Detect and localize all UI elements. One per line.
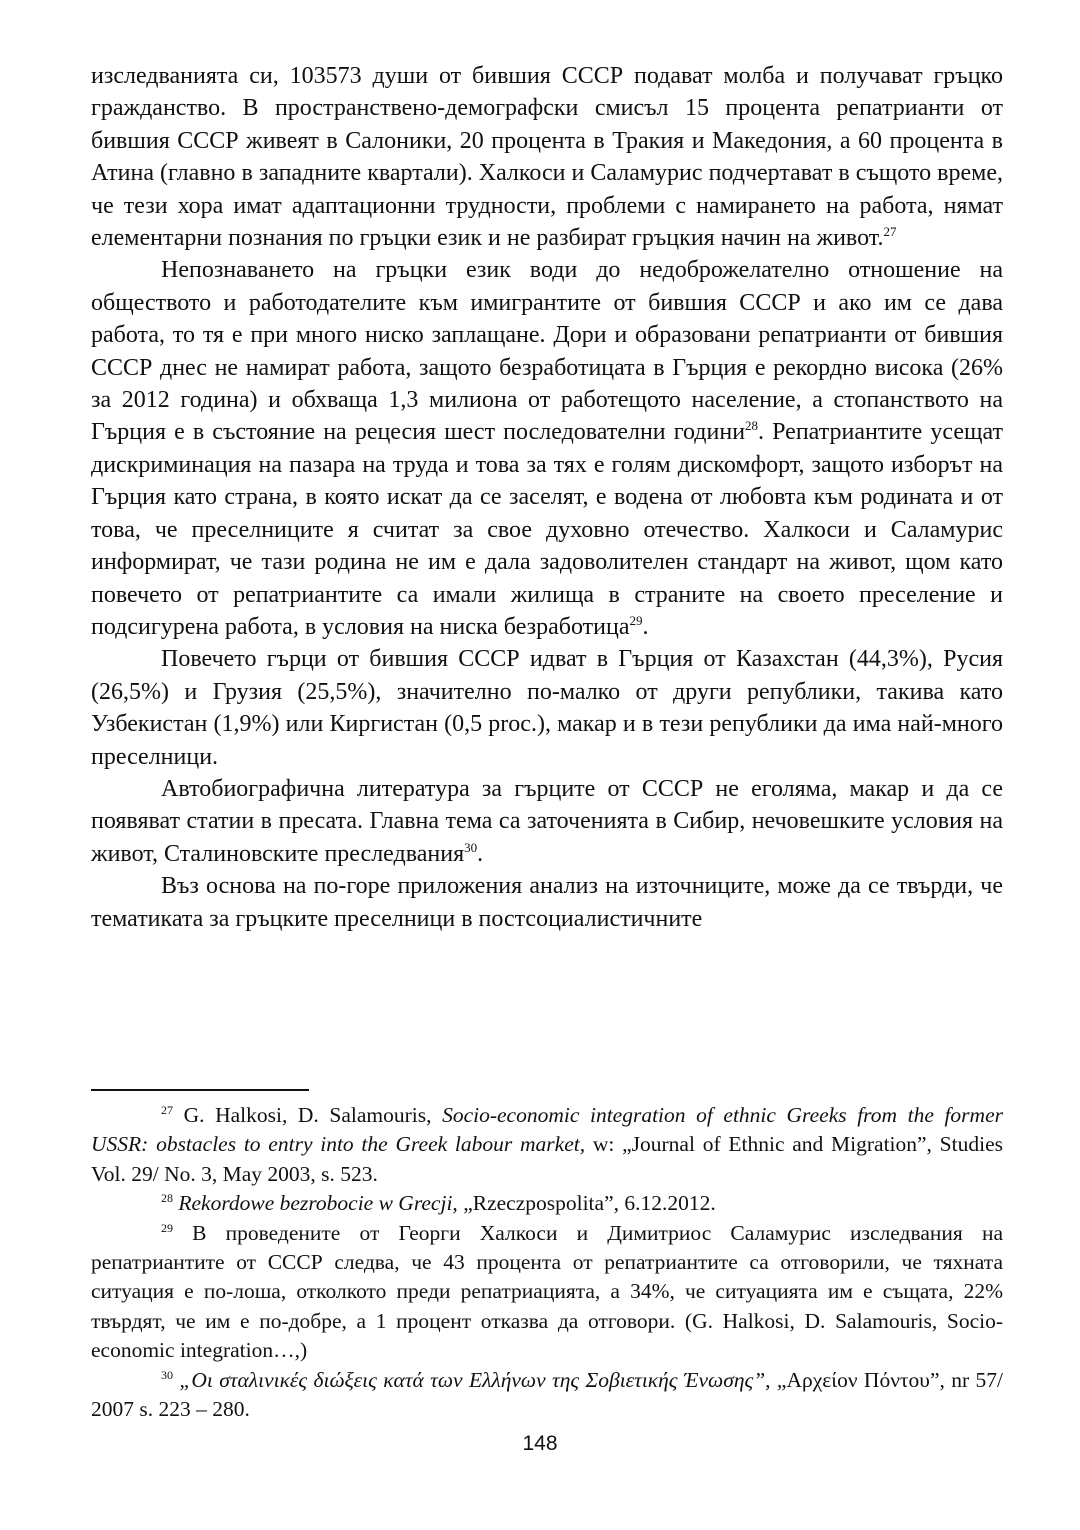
footnote-title: Socio-economic integration of ethnic Greeks from the former USSR: obstacles to entry into the Greek labour market, (91, 1103, 1003, 1157)
paragraph-2-text-c: . (642, 613, 649, 640)
paragraph-3-text: Повечето гърци от бившия СССР идват в Гърция от Казахстан (44,3%), Русия (26,5%) и Грузия (25,5%), значително по-малко от други републики, такива като Узбекистан (1,9%) или Киргистан (0,5 proc.), макар и в тези републики да има най-много преселници. (91, 646, 1003, 770)
footnote-ref-30[interactable]: 30 (464, 839, 478, 855)
footnote-27 (91, 1101, 1003, 1189)
paragraph-2-text-b: . Репатриантите усещат дискриминация на пазара на труда и това за тях е голям дискомфорт, защото изборът на Гърция като страна, в която искат да се заселят, е водена от любовта към родината и от това, че преселниците я считат за свое духовно отечество. Халкоси и Саламурис информират, че тази родина не им е дала задоволителен стандарт на живот, щом като повечето от репатриантите са имали жилища в страните на своето преселение и подсигурена работа, в условия на ниска безработица (91, 419, 1004, 640)
paragraph-1 (91, 60, 1003, 254)
footnote-number: 30 (161, 1367, 173, 1382)
footnote-number: 29 (161, 1220, 173, 1235)
footnote-separator (91, 1089, 309, 1091)
main-text (91, 60, 1003, 935)
footnote-30 (91, 1366, 1003, 1425)
paragraph-4 (91, 773, 1003, 870)
footnote-title: „Οι σταλινικές διώξεις κατά των Ελλήνων της Σοβιετικής Ένωσης”, (179, 1367, 771, 1392)
footnote-ref-28[interactable]: 28 (745, 418, 759, 434)
page-number: 148 (522, 1432, 558, 1455)
footnote-text: G. Halkosi, D. Salamouris, (173, 1103, 443, 1127)
footnote-text: w: „Journal of Ethnic and Migration”, Studies Vol. 29/ No. 3, May 2003, s. 523. (91, 1132, 1003, 1186)
footnote-text: В проведените от Георги Халкоси и Димитриос Саламурис изследвания на репатриантите от СССР следва, че 43 процента от репатриантите са отговорили, че тяхната ситуация е по-лоша, отколкото преди репатриацията, а 34%, че ситуацията им е същата, 22% твърдят, че им е по-добре, а 1 процент отказва да отговори. (G. Halkosi, D. Salamouris, Socio-economic integration…,) (91, 1220, 1003, 1363)
footnote-28 (91, 1189, 1003, 1218)
footnote-ref-27[interactable]: 27 (883, 224, 897, 240)
footnote-text: „Αρχείον Πόντου”, nr 57/ 2007 s. 223 – 280. (91, 1367, 1003, 1422)
footnotes (91, 1101, 1003, 1424)
footnote-text: „Rzeczpospolita”, 6.12.2012. (457, 1191, 716, 1216)
paragraph-5-text: Въз основа на по-горе приложения анализ на източниците, може да се твърди, че тематиката за гръцките преселници в постсоциалистичните (91, 873, 1003, 932)
footnote-number: 27 (161, 1103, 173, 1117)
paragraph-5 (91, 870, 1003, 935)
paragraph-1-text: изследванията си, 103573 души от бившия СССР подават молба и получават гръцко гражданство. В пространствено-демографски смисъл 15 процента репатрианти от бившия СССР живеят в Салоники, 20 процента в Тракия и Македония, а 60 процента в Атина (главно в западните квартали). Халкоси и Саламурис подчертават в същото време, че тези хора имат адаптационни трудности, проблеми с намирането на работа, нямат елементарни познания по гръцки език и не разбират гръцкия начин на живот. (91, 63, 1003, 252)
footnote-number: 28 (161, 1191, 173, 1206)
paragraph-2 (91, 254, 1003, 643)
paragraph-2-text-a: Непознаването на гръцки език води до недоброжелателно отношение на обществото и работодателите към имигрантите от бившия СССР и ако им се дава работа, то тя е при много ниско заплащане. Дори и образовани репатрианти от бившия СССР днес не намират работа, защото безработицата в Гърция е рекордно висока (26% за 2012 година) и обхваща 1,3 милиона от работещото население, а стопанството на Гърция е в състояние на рецесия шест последователни години (91, 257, 1003, 446)
paragraph-3 (91, 643, 1003, 773)
footnote-29 (91, 1219, 1003, 1366)
footnote-title: Rekordowe bezrobocie w Grecji, (178, 1191, 458, 1216)
paragraph-4-text-a: Автобиографична литература за гърците от СССР не еголяма, макар и да се появяват статии в пресата. Главна тема са заточенията в Сибир, нечовешките условия на живот, Сталиновските преследвания (91, 775, 1003, 867)
paragraph-4-text-b: . (477, 840, 484, 867)
footnote-ref-29[interactable]: 29 (629, 612, 643, 628)
